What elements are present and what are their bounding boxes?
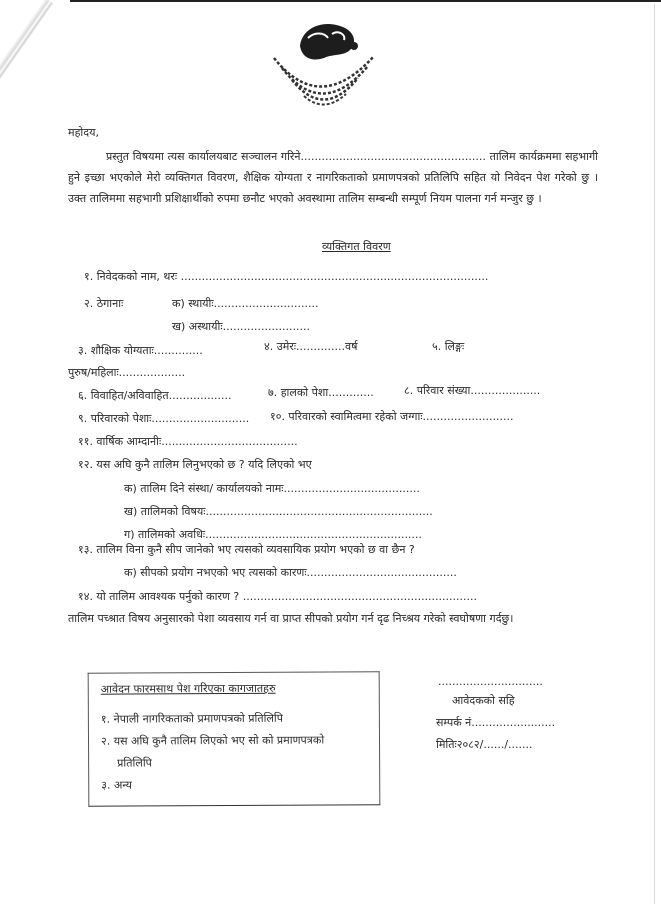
signature-label: आवेदकको सहि [452, 694, 515, 707]
section-heading-personal-details: व्यक्तिगत विवरण [322, 240, 391, 253]
scan-edge-right [654, 4, 655, 904]
field-address-label: २. ठेगानाः [84, 297, 124, 310]
submitted-documents-box [88, 671, 381, 807]
field-training-subject[interactable]: ख) तालिमको विषयः................................................................. [124, 505, 433, 518]
field-family-size[interactable]: ८. परिवार संख्या.................... [404, 384, 541, 397]
date-field[interactable]: मितिः२०८२/....../....... [436, 738, 533, 751]
intro-rest: कार्यक्रममा सहभागी हुने इच्छा भएकोले मेरो व्यक्तिगत विवरण, शैक्षिक योग्यता र नागरिकताको प्रमाणपत्रको प्रतिलिपि सहित यो निवेदन पेश गरेको छु । उक्त तालिममा सहभागी प्रशिक्षार्थीको रुपमा छनौट भएको अवस्थामा तालिम सम्बन्धी सम्पूर्ण नियम पालना गर्न मन्जुर छु । [68, 150, 599, 205]
field-education[interactable]: ३. शौक्षिक योग्यताः.............. [78, 344, 203, 357]
salutation: महोदय, [68, 126, 99, 139]
intro-paragraph [68, 146, 598, 209]
intro-line1-prefix: प्रस्तुत विषयमा त्यस कार्यालयबाट सञ्चालन गरिने [106, 150, 301, 163]
contact-number-field[interactable]: सम्पर्क नं........................ [436, 716, 556, 729]
paper-fold-crease [0, 0, 54, 102]
field-gender-value[interactable]: पुरुष/महिलाः................... [68, 366, 186, 379]
field-previous-training-question: १२. यस अघि कुनै तालिम लिनुभएको छ ? यदि लिएको भए [78, 458, 312, 471]
field-training-institute[interactable]: क) तालिम दिने संस्था/ कार्यालयको नामः....................................... [124, 482, 420, 495]
field-training-need-reason[interactable]: १४. यो तालिम आवश्यक पर्नुको कारण ? ................................................................... [78, 590, 478, 603]
field-current-occupation[interactable]: ७. हालको पेशा............. [268, 386, 374, 399]
scan-edge-top [70, 0, 661, 2]
government-seal-logo [262, 16, 384, 116]
document-item: २. यस अघि कुनै तालिम लिएको भए सो को प्रमाणपत्रको [100, 733, 325, 748]
document-item: १. नेपाली नागरिकताको प्रमाणपत्रको प्रतिलिपि [100, 711, 284, 726]
intro-line1-suffix: तालिम [489, 150, 516, 163]
field-applicant-name[interactable]: १. निवेदकको नाम, थरः ........................................................................................ [84, 270, 489, 283]
field-skill-not-used-reason[interactable]: क) सीपको प्रयोग नभएको भए त्यसको कारणः........................................... [124, 566, 457, 579]
field-address-permanent[interactable]: क) स्थायीः.............................. [172, 297, 319, 310]
field-annual-income[interactable]: ११. वार्षिक आम्दानीः....................................... [78, 435, 298, 448]
self-declaration: तालिम पच्श्रात विषय अनुसारको पेशा व्यवसाय गर्न वा प्राप्त सीपको प्रयोग गर्न दृढ निच्श्रय गरेको स्वघोषणा गर्दछु। [68, 612, 514, 625]
field-address-temporary[interactable]: ख) अस्थायीः......................... [172, 320, 310, 333]
field-family-land[interactable]: १०. परिवारको स्वामित्वमा रहेको जग्गाः.......................... [270, 410, 514, 423]
field-family-occupation[interactable]: ९. परिवारको पेशाः............................ [78, 412, 250, 425]
documents-box-title: आवेदन फारमसाथ पेश गरिएका कागजातहरु [100, 681, 276, 696]
training-name-blank[interactable]: ..................................................... [300, 150, 486, 163]
field-training-duration[interactable]: ग) तालिमको अवधिः.............................................................. [124, 528, 422, 541]
field-gender: ५. लिङ्गः [432, 340, 465, 353]
document-item-continuation: प्रतिलिपि [117, 756, 152, 770]
signature-line[interactable]: .............................. [438, 675, 543, 688]
field-marital-status[interactable]: ६. विवाहित/अविवाहित.................. [78, 389, 232, 402]
field-age[interactable]: ४. उमेरः..............वर्ष [264, 340, 358, 353]
document-item: ३. अन्य [101, 778, 133, 792]
field-skill-usage-question: १३. तालिम विना कुनै सीप जानेको भए त्यसको व्यवसायिक प्रयोग भएको छ वा छैन ? [78, 543, 415, 556]
